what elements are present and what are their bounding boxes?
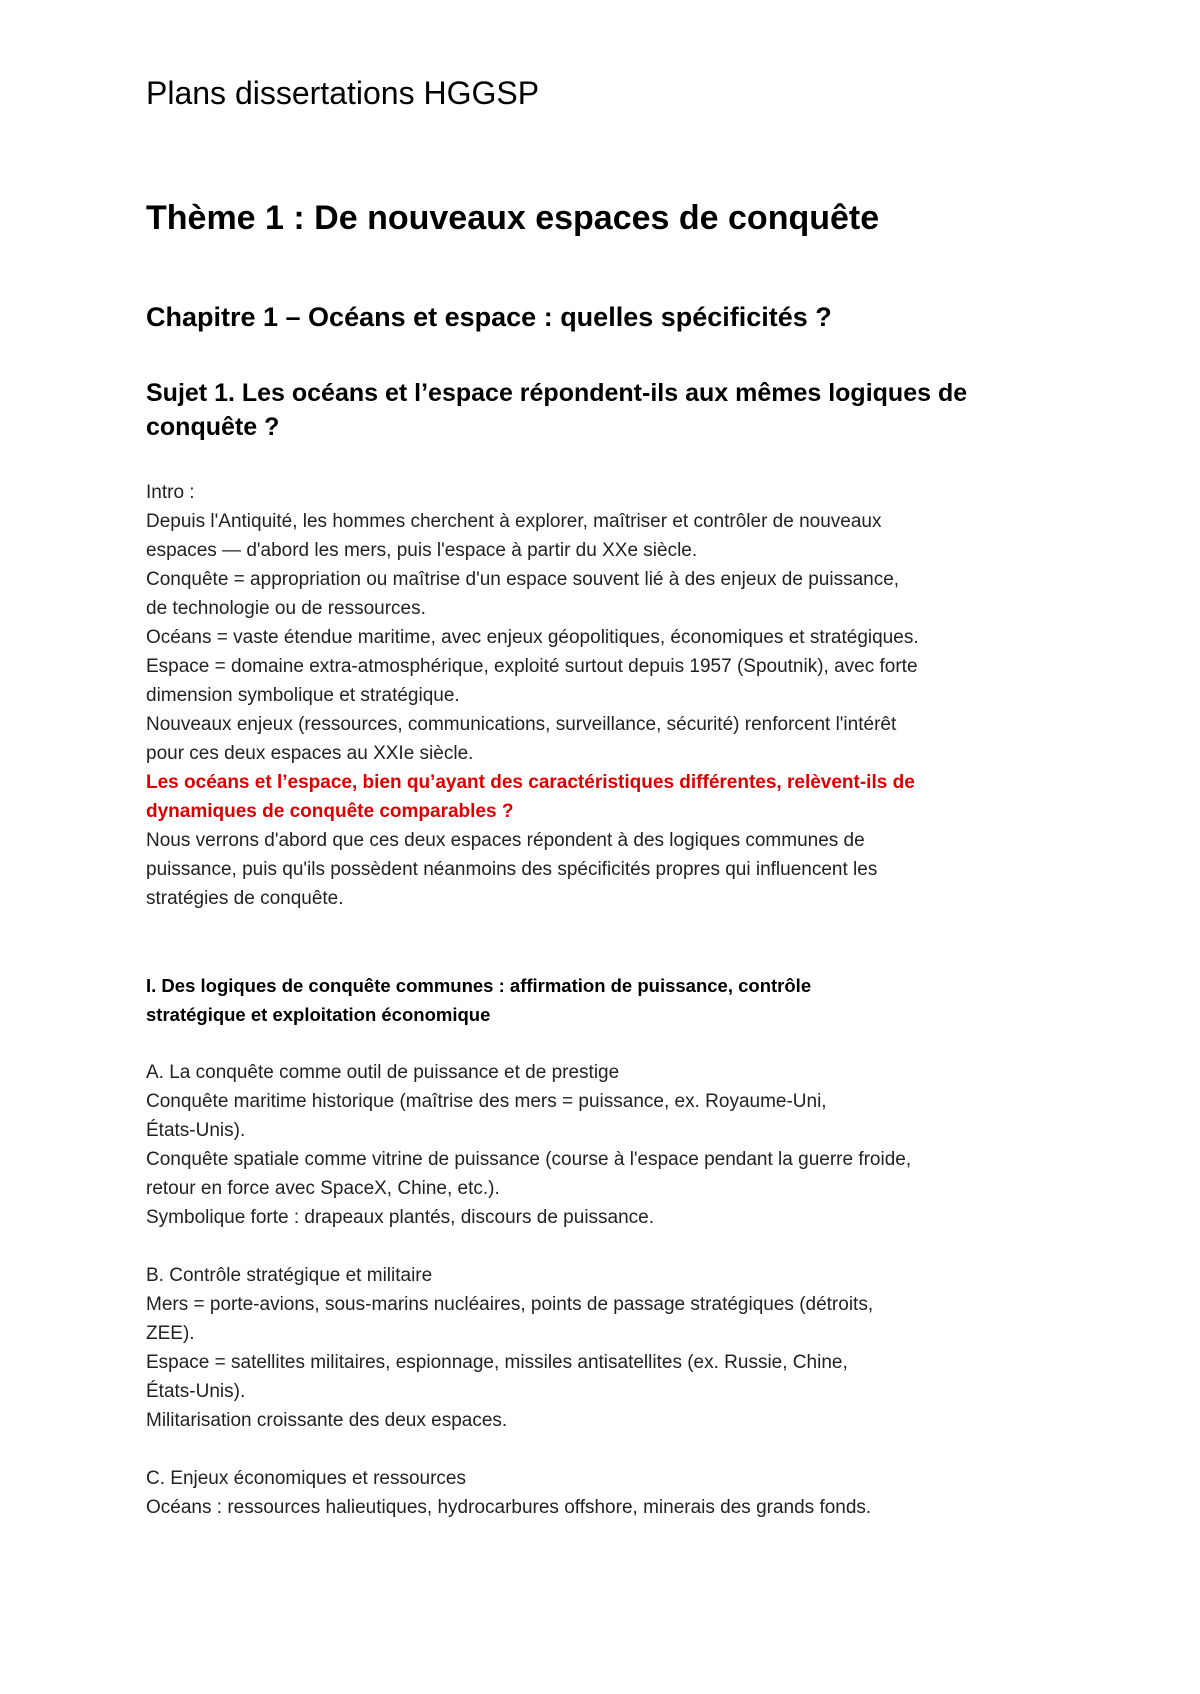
intro-line: de technologie ou de ressources. bbox=[146, 598, 426, 619]
section-a-line: retour en force avec SpaceX, Chine, etc.). bbox=[146, 1178, 500, 1199]
part-1 bbox=[146, 971, 1076, 1522]
section-a-line: États-Unis). bbox=[146, 1120, 246, 1141]
problematique-line: Les océans et l’espace, bien qu’ayant des caractéristiques différentes, relèvent-ils de bbox=[146, 772, 915, 793]
part-1-title-line: I. Des logiques de conquête communes : affirmation de puissance, contrôle bbox=[146, 975, 812, 996]
section-b bbox=[146, 1261, 1076, 1435]
intro-label: Intro : bbox=[146, 482, 195, 503]
section-c-line: Océans : ressources halieutiques, hydrocarbures offshore, minerais des grands fonds. bbox=[146, 1497, 872, 1518]
intro-line: pour ces deux espaces au XXIe siècle. bbox=[146, 743, 474, 764]
section-a-title: A. La conquête comme outil de puissance et de prestige bbox=[146, 1062, 620, 1083]
spacer bbox=[146, 1435, 1076, 1464]
section-b-title: B. Contrôle stratégique et militaire bbox=[146, 1265, 433, 1286]
chapter-title: Chapitre 1 – Océans et espace : quelles spécificités ? bbox=[146, 302, 832, 332]
intro-line: espaces — d'abord les mers, puis l'espace à partir du XXe siècle. bbox=[146, 540, 698, 561]
intro-section bbox=[146, 478, 1076, 913]
part-1-title-line: stratégique et exploitation économique bbox=[146, 1004, 491, 1025]
intro-line: Depuis l'Antiquité, les hommes cherchent à explorer, maîtriser et contrôler de nouveaux bbox=[146, 511, 882, 532]
intro-line: Nouveaux enjeux (ressources, communications, surveillance, sécurité) renforcent l'intérêt bbox=[146, 714, 897, 735]
spacer bbox=[146, 1232, 1076, 1261]
section-a bbox=[146, 1058, 1076, 1232]
spacer bbox=[146, 913, 1076, 971]
problematique-line: dynamiques de conquête comparables ? bbox=[146, 801, 514, 822]
plan-announce-line: stratégies de conquête. bbox=[146, 888, 344, 909]
dissertation-body bbox=[146, 478, 1076, 1522]
section-b-line: États-Unis). bbox=[146, 1381, 246, 1402]
intro-line: Espace = domaine extra-atmosphérique, exploité surtout depuis 1957 (Spoutnik), avec forte bbox=[146, 656, 918, 677]
intro-line: Océans = vaste étendue maritime, avec enjeux géopolitiques, économiques et stratégiques. bbox=[146, 627, 919, 648]
plan-announce-line: puissance, puis qu'ils possèdent néanmoins des spécificités propres qui influencent les bbox=[146, 859, 878, 880]
spacer bbox=[146, 1029, 1076, 1058]
section-c-title: C. Enjeux économiques et ressources bbox=[146, 1468, 466, 1489]
section-a-line: Symbolique forte : drapeaux plantés, discours de puissance. bbox=[146, 1207, 655, 1228]
section-b-line: Mers = porte-avions, sous-marins nucléaires, points de passage stratégiques (détroits, bbox=[146, 1294, 874, 1315]
section-a-line: Conquête spatiale comme vitrine de puissance (course à l'espace pendant la guerre froide, bbox=[146, 1149, 912, 1170]
section-c bbox=[146, 1464, 1076, 1522]
subject-title: Sujet 1. Les océans et l’espace répondent-ils aux mêmes logiques de conquête ? bbox=[146, 379, 968, 441]
section-b-line: Militarisation croissante des deux espaces. bbox=[146, 1410, 508, 1431]
plan-announce-line: Nous verrons d'abord que ces deux espaces répondent à des logiques communes de bbox=[146, 830, 865, 851]
section-b-line: ZEE). bbox=[146, 1323, 195, 1344]
document-title: Plans dissertations HGGSP bbox=[146, 75, 540, 111]
intro-line: Conquête = appropriation ou maîtrise d'un espace souvent lié à des enjeux de puissance, bbox=[146, 569, 900, 590]
section-b-line: Espace = satellites militaires, espionnage, missiles antisatellites (ex. Russie, Chine, bbox=[146, 1352, 848, 1373]
section-a-line: Conquête maritime historique (maîtrise des mers = puissance, ex. Royaume-Uni, bbox=[146, 1091, 827, 1112]
intro-line: dimension symbolique et stratégique. bbox=[146, 685, 460, 706]
theme-title: Thème 1 : De nouveaux espaces de conquête bbox=[146, 199, 880, 237]
